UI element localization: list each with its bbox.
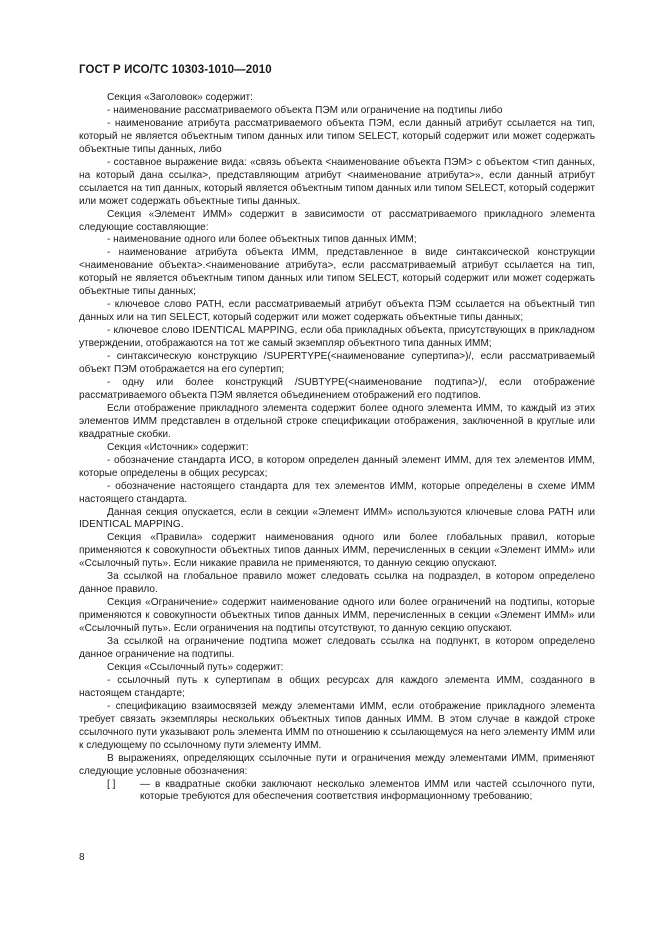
paragraph: - ключевое слово IDENTICAL MAPPING, если оба прикладных объекта, присутствующих в прикладном утверждении, отображаются на тот же самый экземпляр объектного типа данных ИММ; <box>79 325 595 350</box>
document-body <box>79 92 595 804</box>
paragraph: - составное выражение вида: «связь объекта <наименование объекта ПЭМ> с объектом <тип данных, на который дана ссылка>, представляющим атрибут <наименование атрибута>», если данный атрибут ссылается на тип данных, который является объектным типом данных или типом SELECT, который содержит или может содержать объектные типы данных. <box>79 156 595 207</box>
paragraph: За ссылкой на ограничение подтипа может следовать ссылка на подпункт, в котором определено данное ограничение на подтипы. <box>79 636 595 660</box>
paragraph: - синтаксическую конструкцию /SUPERTYPE(<наименование супертипа>)/, если рассматриваемый объект ПЭМ отображается на его супертип; <box>79 351 595 376</box>
paragraph: - наименование атрибута объекта ИММ, представленное в виде синтаксической конструкции <наименование объекта>.<наименование атрибута>, если рассматриваемый атрибут ссылается на тип, который не является объектным типом данных или типом SELECT, который содержит или может содержать объектные типы данных; <box>79 247 595 298</box>
paragraph: - спецификацию взаимосвязей между элементами ИММ, если отображение прикладного элемента требует связать экземпляры нескольких объектных типов данных ИММ. В этом случае в каждой строке ссылочного пути указывают роль элемента ИММ по отношению к ссылающемуся на него элементу ИММ или к следующему по ссылочному пути элементу ИММ. <box>79 700 595 751</box>
paragraph: - обозначение настоящего стандарта для тех элементов ИММ, которые определены в схеме ИММ настоящего стандарта. <box>79 480 595 505</box>
paragraph: Секция «Ссылочный путь» содержит: <box>107 661 284 673</box>
paragraph: Если отображение прикладного элемента содержит более одного элемента ИММ, то каждый из этих элементов ИММ представлен в отдельной строке спецификации отображения, заключенной в круглые или квадратные скобки. <box>79 402 595 440</box>
document-header: ГОСТ Р ИСО/ТС 10303-1010—2010 <box>79 64 272 76</box>
paragraph: - наименование одного или более объектных типов данных ИММ; <box>107 234 417 246</box>
paragraph: В выражениях, определяющих ссылочные пути и ограничения между элементами ИММ, применяют следующие условные обозначения: <box>79 752 595 777</box>
page-number: 8 <box>79 852 85 863</box>
paragraph: Секция «Источник» содержит: <box>107 441 249 453</box>
notation-symbol: [ ] <box>107 778 116 790</box>
paragraph: - наименование рассматриваемого объекта ПЭМ или ограничение на подтипы либо <box>107 104 503 116</box>
notation-item <box>79 779 595 805</box>
paragraph: - наименование атрибута рассматриваемого объекта ПЭМ, если данный атрибут ссылается на тип, который не является объектным типом данных или типом SELECT, который содержит или может содержать объектные типы данных, либо <box>79 117 595 155</box>
paragraph: Секция «Заголовок» содержит: <box>107 92 253 103</box>
paragraph: Секция «Элемент ИММ» содержит в зависимости от рассматриваемого прикладного элемента следующие составляющие: <box>79 208 595 233</box>
paragraph: Секция «Правила» содержит наименования одного или более глобальных правил, которые применяются к совокупности объектных типов данных ИММ, перечисленных в секции «Элемент ИММ» или «Ссылочный путь». Если никакие правила не применяются, то данную секцию опускают. <box>79 532 595 570</box>
paragraph: - обозначение стандарта ИСО, в котором определен данный элемент ИММ, для тех элементов ИММ, которые определены в общих ресурсах; <box>79 454 595 479</box>
paragraph: - ключевое слово PATH, если рассматриваемый атрибут объекта ПЭМ ссылается на объектный тип данных или на тип SELECT, который содержит или может содержать объектные типы данных; <box>79 299 595 324</box>
notation-text: — в квадратные скобки заключают несколько элементов ИММ или частей ссылочного пути, которые требуются для обеспечения соответствия информационному требованию; <box>140 778 595 803</box>
paragraph: За ссылкой на глобальное правило может следовать ссылка на подраздел, в котором определено данное правило. <box>79 571 595 596</box>
paragraph: - одну или более конструкций /SUBTYPE(<наименование подтипа>)/, если отображение рассматриваемого объекта ПЭМ является объединением отображений его подтипов. <box>79 376 595 401</box>
paragraph: Данная секция опускается, если в секции «Элемент ИММ» используются ключевые слова PATH или IDENTICAL MAPPING. <box>79 506 595 531</box>
paragraph: Секция «Ограничение» содержит наименование одного или более ограничений на подтипы, которые применяются к совокупности объектных типов данных ИММ, перечисленных в секции «Элемент ИММ» или «Ссылочный путь». Если ограничения на подтипы отсутствуют, то данную секцию опускают. <box>79 597 595 635</box>
paragraph: - ссылочный путь к супертипам в общих ресурсах для каждого элемента ИММ, созданного в настоящем стандарте; <box>79 674 595 699</box>
